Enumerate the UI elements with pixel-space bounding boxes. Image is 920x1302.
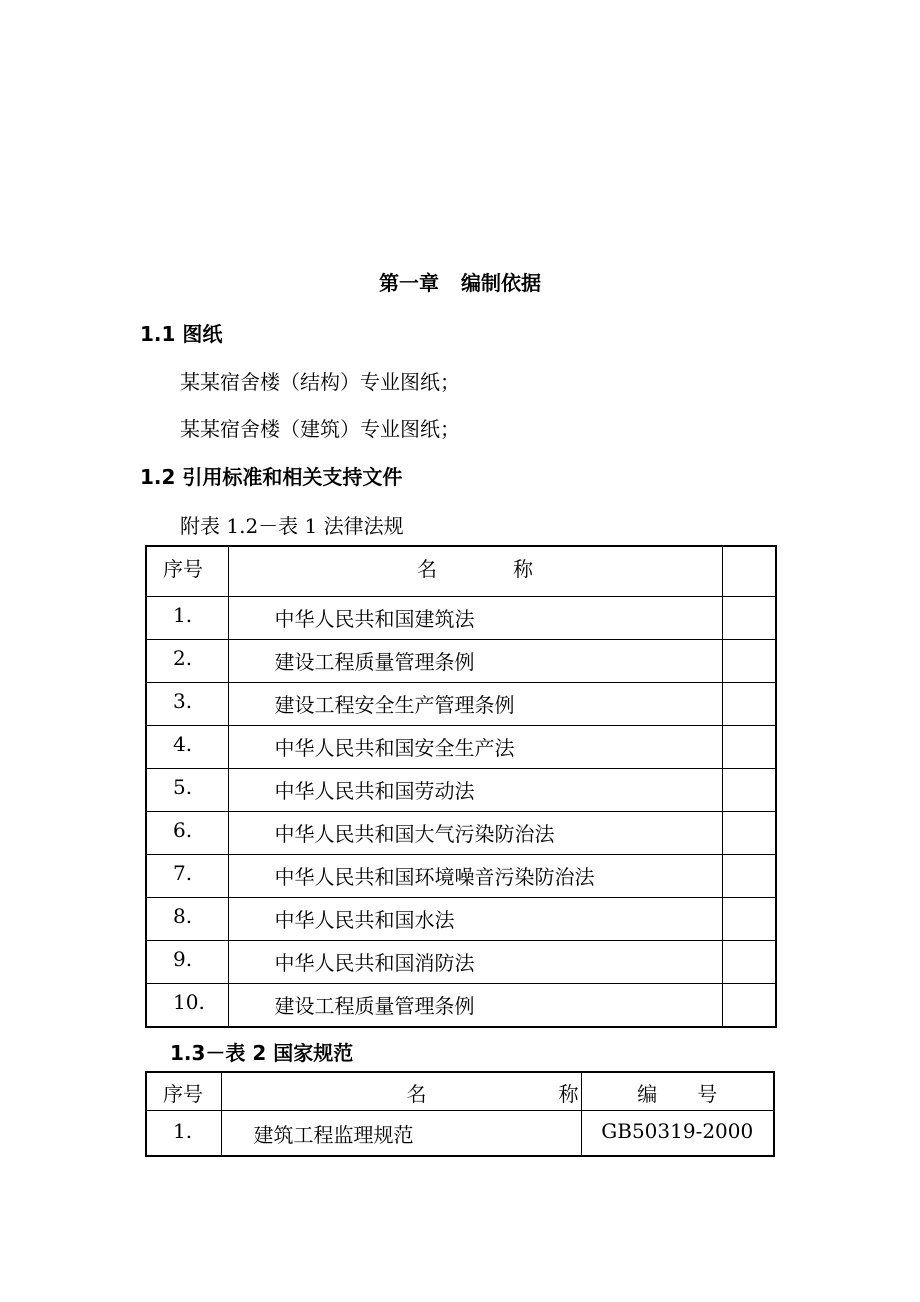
row-blank [722, 941, 776, 984]
section-1-3-heading: 1.3－表 2 国家规范 [170, 1041, 354, 1065]
table-header-row [146, 1072, 774, 1110]
row-seq: 8. [146, 898, 228, 941]
table-row [146, 597, 776, 640]
header-code-char-2: 号 [697, 1082, 718, 1106]
table-row [146, 812, 776, 855]
table-row [146, 984, 776, 1028]
row-name: 建设工程质量管理条例 [228, 984, 722, 1028]
laws-regulations-table [145, 545, 777, 1028]
row-seq: 1. [146, 597, 228, 640]
header-name-char-1: 名 [417, 557, 437, 581]
table-row [146, 726, 776, 769]
header-name-char-1: 名 [406, 1082, 427, 1106]
chapter-title [0, 267, 920, 296]
row-name: 中华人民共和国安全生产法 [228, 726, 722, 769]
row-blank [722, 984, 776, 1028]
header-name-char-2: 称 [558, 1082, 579, 1106]
row-seq: 6. [146, 812, 228, 855]
row-blank [722, 683, 776, 726]
row-blank [722, 597, 776, 640]
row-seq: 1. [146, 1110, 221, 1156]
row-blank [722, 640, 776, 683]
header-name-char-2: 称 [513, 557, 533, 581]
row-name: 建设工程安全生产管理条例 [228, 683, 722, 726]
row-code: GB50319-2000 [581, 1110, 774, 1156]
chapter-name: 编制依据 [461, 271, 541, 295]
header-seq: 序号 [146, 1072, 221, 1110]
row-seq: 9. [146, 941, 228, 984]
table-row [146, 683, 776, 726]
table-row [146, 898, 776, 941]
header-blank [722, 546, 776, 597]
header-code [581, 1072, 774, 1110]
row-seq: 5. [146, 769, 228, 812]
header-name [228, 546, 722, 597]
header-name [221, 1072, 581, 1110]
drawing-item-structure: 某某宿舍楼（结构）专业图纸； [180, 370, 460, 394]
table-1-caption: 附表 1.2－表 1 法律法规 [180, 514, 404, 538]
section-1-2-heading: 1.2 引用标准和相关支持文件 [140, 465, 403, 489]
table-row [146, 855, 776, 898]
row-seq: 10. [146, 984, 228, 1028]
header-seq: 序号 [146, 546, 228, 597]
row-name: 中华人民共和国大气污染防治法 [228, 812, 722, 855]
table-row [146, 941, 776, 984]
table-header-row [146, 546, 776, 597]
row-blank [722, 769, 776, 812]
table-row [146, 1110, 774, 1156]
header-code-char-1: 编 [637, 1082, 658, 1106]
row-name: 中华人民共和国劳动法 [228, 769, 722, 812]
row-seq: 2. [146, 640, 228, 683]
table-row [146, 640, 776, 683]
row-blank [722, 898, 776, 941]
drawing-item-architecture: 某某宿舍楼（建筑）专业图纸； [180, 417, 460, 441]
chapter-number: 第一章 [379, 271, 439, 295]
section-1-1-heading: 1.1 图纸 [140, 322, 223, 346]
row-blank [722, 855, 776, 898]
row-blank [722, 812, 776, 855]
row-seq: 7. [146, 855, 228, 898]
national-standards-table [145, 1071, 775, 1157]
table-row [146, 769, 776, 812]
row-name: 建设工程质量管理条例 [228, 640, 722, 683]
row-name: 建筑工程监理规范 [221, 1110, 581, 1156]
row-name: 中华人民共和国消防法 [228, 941, 722, 984]
row-blank [722, 726, 776, 769]
row-name: 中华人民共和国水法 [228, 898, 722, 941]
row-name: 中华人民共和国建筑法 [228, 597, 722, 640]
row-seq: 4. [146, 726, 228, 769]
row-name: 中华人民共和国环境噪音污染防治法 [228, 855, 722, 898]
row-seq: 3. [146, 683, 228, 726]
